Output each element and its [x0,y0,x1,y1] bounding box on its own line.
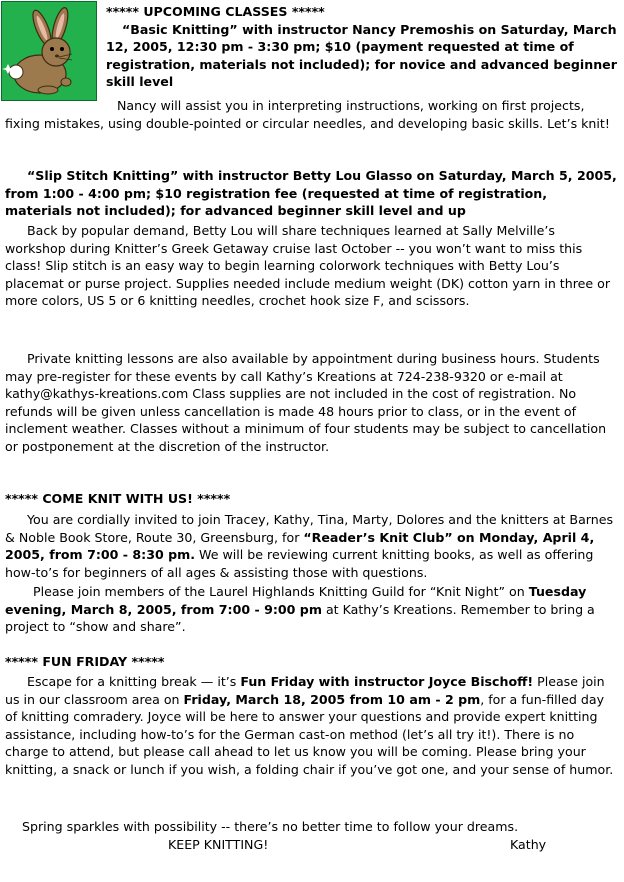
knit-night-date: Tuesday evening, March 8, 2005, from 7:00 - 9:00 pm [5,584,587,617]
readers-knit-club-date: “Reader’s Knit Club” on Monday, April 4, 2005, from 7:00 - 8:30 pm. [5,529,595,563]
bunny-icon [2,2,96,100]
basic-knitting-title: “Basic Knitting” with instructor Nancy Premoshis on Saturday, March 12, 2005, 12:30 pm - 3:30 pm; $10 (payment requested at time of registration, materials not included); for novice and advanced beginner skill level [106,21,617,90]
fun-friday-paragraph [5,673,617,779]
fun-friday-date: Friday, March 18, 2005 from 10 am - 2 pm [183,691,481,707]
upcoming-block [106,3,621,91]
knit-night-detail: at Kathy’s Kreations. Remember to bring a project to “show and share”. [5,601,595,635]
upcoming-heading: ***** UPCOMING CLASSES ***** [106,4,325,19]
signature-kathy: Kathy [510,837,547,852]
readers-knit-club-detail: We will be reviewing current knitting books, as well as offering how-to’s for beginners of all ages & assisting those with questions. [5,547,594,580]
fun-friday-text-c: , for a fun-filled day of knitting comradery. Joyce will be here to answer your questions and provide expert knitting assistance, including how-to’s for the German cast-on method (let’s all try it!). There is no charge to attend, but please call ahead to let us know you will be coming. Please bring your knitting, a snack or lunch if you wish, a folding chair if you’ve got one, and your sense of humor. [5,691,614,777]
slip-stitch-title: “Slip Stitch Knitting” with instructor Betty Lou Glasso on Saturday, March 5, 2005, from 1:00 - 4:00 pm; $10 registration fee (requested at time of registration, materials not included); for advanced beginner skill level and up [5,168,617,219]
knit-night-paragraph [5,583,617,636]
fun-friday-instructor: Fun Friday with instructor Joyce Bischoff! [240,674,534,689]
fun-friday-text-b: Please join us in our classroom area on [5,674,605,707]
readers-knit-club-text: You are cordially invited to join Tracey, Kathy, Tina, Marty, Dolores and the knitters at Barnes & Noble Book Store, Route 30, Greensburg, for [5,512,614,545]
come-knit-heading: ***** COME KNIT WITH US! ***** [5,491,231,506]
knit-night-text: Please join members of the Laurel Highlands Knitting Guild for “Knit Night” on [33,584,529,599]
closing-line: Spring sparkles with possibility -- there’s no better time to follow your dreams. [22,819,519,834]
readers-knit-club-paragraph [5,511,617,581]
fun-friday-text-a: Escape for a knitting break — it’s [27,674,241,689]
private-lessons-paragraph: Private knitting lessons are also available by appointment during business hours. Students may pre-register for these events by call Kathy’s Kreations at 724-238-9320 or e-mail at kathy@kathys-kreations.com Class supplies are not included in the cost of registration. No refunds will be given unless cancellation is made 48 hours prior to class, or in the event of inclement weather. Classes without a minimum of four students may be subject to cancellation or postponement at the discretion of the instructor. [5,351,607,454]
basic-knitting-body: Nancy will assist you in interpreting instructions, working on first projects, fixing mistakes, using double-pointed or circular needles, and developing basic skills. Let’s knit! [5,98,610,131]
bunny-logo [1,1,97,101]
fun-friday-heading: ***** FUN FRIDAY ***** [5,654,165,669]
keep-knitting: KEEP KNITTING! [168,837,269,852]
slip-stitch-body: Back by popular demand, Betty Lou will share techniques learned at Sally Melville’s workshop during Knitter’s Greek Getaway cruise last October -- you won’t want to miss this class! Slip stitch is an easy way to begin learning colorwork techniques with Betty Lou’s placemat or purse project. Supplies needed include medium weight (DK) cotton yarn in three or more colors, US 5 or 6 knitting needles, crochet hook size F, and scissors. [5,223,611,309]
